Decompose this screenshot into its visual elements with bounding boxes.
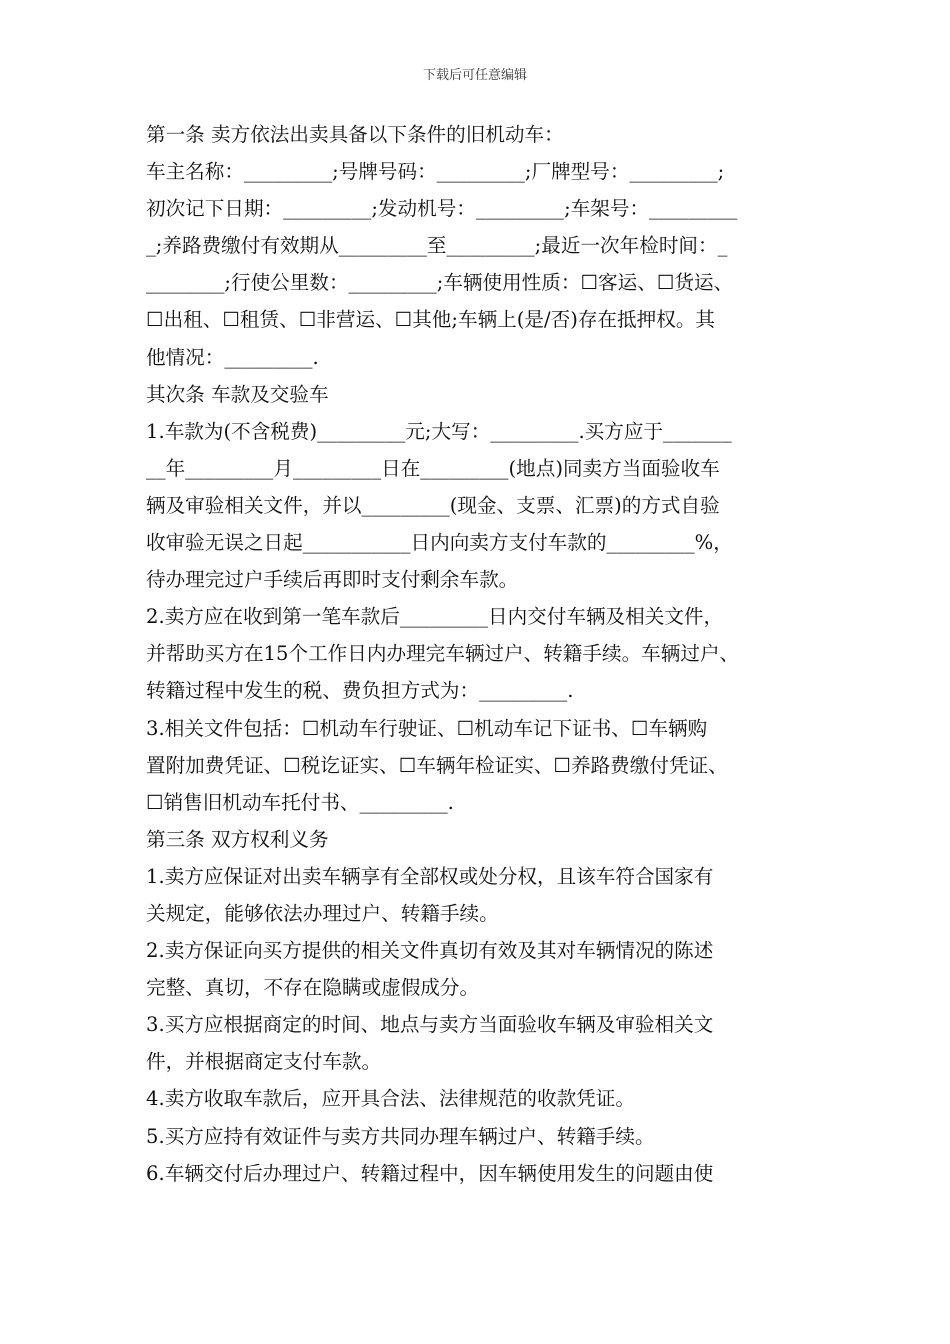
text-line: __年_________月_________日在_________(地点)同卖方当面验收车 — [146, 456, 720, 480]
text-line: 其次条 车款及交验车 — [146, 382, 329, 406]
text-line: 1.车款为(不含税费)_________元;大写：_________.买方应于_______ — [146, 419, 732, 443]
text-line: 收审验无误之日起___________日内向卖方支付车款的_________%， — [146, 531, 733, 555]
text-line: 置附加费凭证、☐税讫证实、☐车辆年检证实、☐养路费缴付凭证、 — [146, 753, 728, 777]
text-line: 并帮助买方在15个工作日内办理完车辆过户、转籍手续。车辆过户、 — [146, 642, 740, 666]
text-line: 件，并根据商定支付车款。 — [146, 1050, 382, 1074]
text-line: ☐出租、☐租赁、☐非营运、☐其他;车辆上(是/否)存在抵押权。其 — [146, 308, 716, 332]
text-line: ________;行使公里数：_________;车辆使用性质：☐客运、☐货运、 — [146, 271, 734, 295]
text-line: 5.买方应持有效证件与卖方共同办理车辆过户、转籍手续。 — [146, 1124, 655, 1148]
text-line: 3.买方应根据商定的时间、地点与卖方当面验收车辆及审验相关文 — [146, 1013, 714, 1037]
text-line: 第一条 卖方依法出卖具备以下条件的旧机动车： — [146, 123, 564, 146]
page-header: 下载后可任意编辑 — [422, 68, 527, 83]
document-body — [146, 116, 818, 1192]
text-line: ☐销售旧机动车托付书、_________. — [146, 790, 454, 814]
text-line: 他情况：_________. — [146, 345, 319, 369]
text-line: 第三条 双方权利义务 — [146, 827, 329, 851]
text-line: 4.卖方收取车款后，应开具合法、法律规范的收款凭证。 — [146, 1087, 635, 1111]
text-line: 6.车辆交付后办理过户、转籍过程中，因车辆使用发生的问题由使 — [146, 1161, 714, 1185]
text-line: 车主名称：_________;号牌号码：_________;厂牌型号：_________; — [146, 160, 725, 184]
text-line: 2.卖方应在收到第一笔车款后_________日内交付车辆及相关文件， — [146, 605, 724, 629]
text-line: _;养路费缴付有效期从_________至_________;最近一次年检时间：_ — [146, 234, 728, 258]
text-line: 2.卖方保证向买方提供的相关文件真切有效及其对车辆情况的陈述 — [146, 939, 714, 963]
text-line: 待办理完过户手续后再即时支付剩余车款。 — [146, 568, 519, 592]
text-line: 3.相关文件包括：☐机动车行驶证、☐机动车记下证书、☐车辆购 — [146, 716, 708, 740]
text-line: 完整、真切，不存在隐瞒或虚假成分。 — [146, 976, 480, 1000]
text-line: 初次记下日期：_________;发动机号：_________;车架号：_________ — [146, 197, 738, 221]
text-line: 辆及审验相关文件，并以_________(现金、支票、汇票)的方式自验 — [146, 493, 720, 517]
text-line: 关规定，能够依法办理过户、转籍手续。 — [146, 901, 499, 925]
text-line: 转籍过程中发生的税、费负担方式为：_________. — [146, 679, 574, 703]
text-line: 1.卖方应保证对出卖车辆享有全部权或处分权，且该车符合国家有 — [146, 864, 714, 888]
